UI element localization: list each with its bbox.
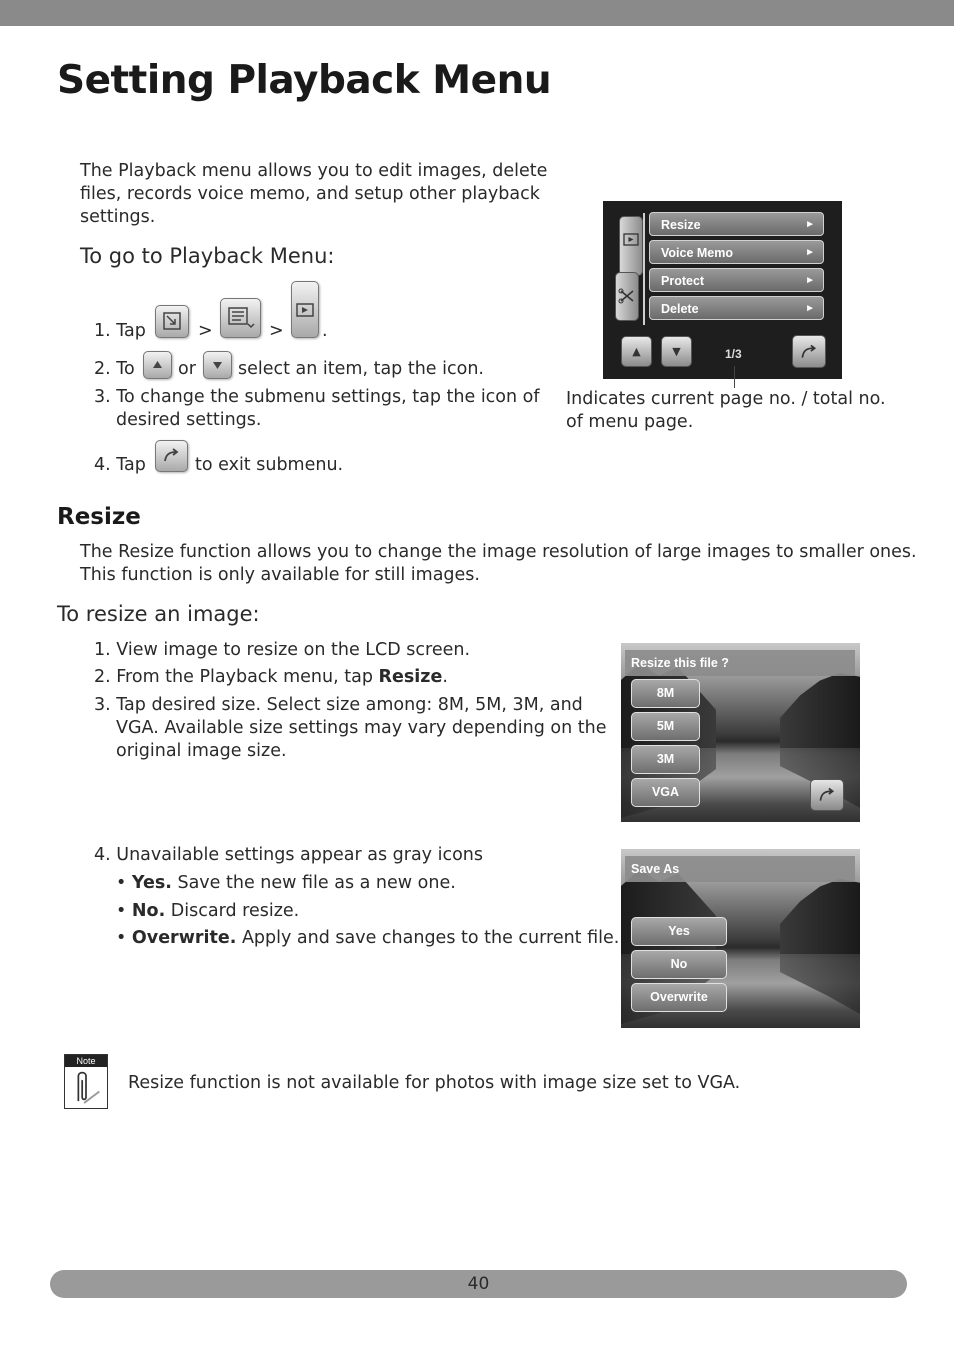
resize-desc-line-1: The Resize function allows you to change the image resolution of large images to smaller ones. <box>80 542 917 562</box>
save-option-yes[interactable]: Yes <box>631 917 727 946</box>
resize-subheading: To resize an image: <box>57 602 260 626</box>
menu-item-protect[interactable] <box>649 268 824 292</box>
bullet-bold: Yes. <box>131 873 172 893</box>
callout-pointer <box>734 366 735 388</box>
goto-step2-suffix: select an item, tap the icon. <box>238 359 484 379</box>
menu-item-label: Resize <box>661 218 701 232</box>
intro-line-3: settings. <box>80 207 156 227</box>
resize-title-bar: Resize this file ? <box>625 650 855 676</box>
bullet-dot: • <box>116 928 127 948</box>
right-arrow-icon: ► <box>805 219 815 230</box>
menu-item-voice-memo[interactable] <box>649 240 824 264</box>
menu-item-resize[interactable] <box>649 212 824 236</box>
note-text: Resize function is not available for photos with image size set to VGA. <box>128 1073 741 1093</box>
page-title: Setting Playback Menu <box>57 58 552 103</box>
callout-line-1: Indicates current page no. / total no. <box>566 389 886 409</box>
goto-gt-1: > <box>198 321 213 341</box>
page-number: 40 <box>467 1274 490 1294</box>
bullet-dot: • <box>116 901 127 921</box>
goto-step2-prefix: 2. To <box>94 359 135 379</box>
paperclip-icon <box>65 1055 107 1108</box>
playback-mode-icon <box>155 305 189 338</box>
resize-step2-suffix: . <box>442 667 448 687</box>
photo-reflection <box>780 954 860 1014</box>
menu-item-label: Protect <box>661 274 705 288</box>
section-heading-resize: Resize <box>57 504 141 530</box>
bullet-text: Apply and save changes to the current file. <box>236 928 620 948</box>
bullet-bold: No. <box>131 901 166 921</box>
menu-item-label: Delete <box>661 302 699 316</box>
resize-desc-line-2: This function is only available for still images. <box>80 565 480 585</box>
bullet-yes <box>116 873 456 893</box>
resize-step2-prefix: 2. From the Playback menu, tap <box>94 667 379 687</box>
up-arrow-icon <box>143 351 172 379</box>
exit-button[interactable] <box>792 335 826 368</box>
footer-bar <box>50 1270 907 1298</box>
save-option-no[interactable]: No <box>631 950 727 979</box>
bullet-text: Save the new file as a new one. <box>171 873 456 893</box>
bullet-dot: • <box>116 873 127 893</box>
save-as-screen <box>621 849 860 1028</box>
intro-line-2: files, records voice memo, and setup other playback <box>80 184 540 204</box>
right-arrow-icon: ► <box>805 275 815 286</box>
goto-step2-or: or <box>178 359 196 379</box>
playback-tab[interactable] <box>619 216 643 276</box>
goto-step4-prefix: 4. Tap <box>94 455 146 475</box>
goto-step3-line2: desired settings. <box>116 410 262 430</box>
resize-step2 <box>94 667 448 687</box>
bullet-bold: Overwrite. <box>131 928 237 948</box>
resize-step3-line2: VGA. Available size settings may vary depending on the <box>116 718 607 738</box>
goto-gt-2: > <box>269 321 284 341</box>
size-option-3m[interactable]: 3M <box>631 745 700 774</box>
page-down-button[interactable]: ▼ <box>661 336 692 367</box>
resize-step3-line3: original image size. <box>116 741 287 761</box>
exit-icon <box>155 440 188 472</box>
right-arrow-icon: ► <box>805 303 815 314</box>
photo-trees <box>780 879 860 954</box>
page-count: 1/3 <box>725 347 742 361</box>
resize-screen <box>621 643 860 822</box>
goto-period: . <box>322 321 328 341</box>
size-option-vga[interactable]: VGA <box>631 778 700 807</box>
menu-item-label: Voice Memo <box>661 246 734 260</box>
down-arrow-icon <box>203 351 232 379</box>
right-arrow-icon: ► <box>805 247 815 258</box>
playback-menu-screen <box>603 201 842 379</box>
resize-step4: 4. Unavailable settings appear as gray icons <box>94 845 483 865</box>
size-option-5m[interactable]: 5M <box>631 712 700 741</box>
goto-step3-line1: 3. To change the submenu settings, tap the icon of <box>94 387 540 407</box>
resize-step3-line1: 3. Tap desired size. Select size among: 8M, 5M, 3M, and <box>94 695 583 715</box>
bullet-overwrite <box>116 928 619 948</box>
top-bar <box>0 0 954 26</box>
intro-line-1: The Playback menu allows you to edit images, delete <box>80 161 548 181</box>
divider-line <box>643 213 645 325</box>
photo-trees <box>780 673 860 748</box>
save-as-title-bar: Save As <box>625 856 855 882</box>
save-option-overwrite[interactable]: Overwrite <box>631 983 727 1012</box>
goto-heading: To go to Playback Menu: <box>80 244 335 268</box>
edit-tab[interactable] <box>615 272 639 321</box>
note-icon <box>64 1054 108 1109</box>
goto-step1-prefix: 1. Tap <box>94 321 146 341</box>
page-up-button[interactable]: ▲ <box>621 336 652 367</box>
playback-tab-icon <box>291 281 319 338</box>
menu-item-delete[interactable] <box>649 296 824 320</box>
bullet-no <box>116 901 299 921</box>
note-label: Note <box>65 1055 107 1067</box>
exit-button[interactable] <box>810 779 844 811</box>
goto-step4-suffix: to exit submenu. <box>195 455 344 475</box>
resize-step2-bold: Resize <box>378 667 443 687</box>
resize-step1: 1. View image to resize on the LCD screen. <box>94 640 471 660</box>
callout-line-2: of menu page. <box>566 412 694 432</box>
size-option-8m[interactable]: 8M <box>631 679 700 708</box>
menu-icon <box>220 298 261 338</box>
bullet-text: Discard resize. <box>165 901 300 921</box>
